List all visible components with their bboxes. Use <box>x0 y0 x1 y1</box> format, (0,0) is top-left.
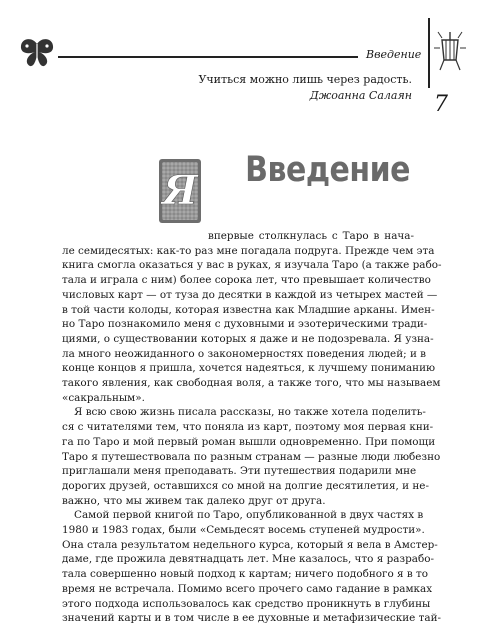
text-line: в той части колоды, которая известна как Младшие арканы. Имен- <box>62 303 435 316</box>
body-text <box>62 229 442 626</box>
text-line: такого явления, как свободная воля, а также того, что мы называем <box>62 377 441 390</box>
butterfly-icon <box>18 38 56 68</box>
dropcap-card <box>158 158 202 224</box>
text-line: тала совершенно новый подход к картам; ничего подобного я в то <box>62 568 429 581</box>
chapter-title: Введение <box>245 150 410 191</box>
epigraph-author: Джоанна Салаян <box>309 89 412 102</box>
text-line: важно, что мы живем так далеко друг от друга. <box>62 494 326 507</box>
text-line: но Таро познакомило меня с духовными и эзотерическими тради- <box>62 318 428 331</box>
epigraph-quote: Учиться можно лишь через радость. <box>198 73 412 86</box>
text-line: тала и играла с ним) более сорока лет, что превышает количество <box>62 274 431 287</box>
text-line: «сакральным». <box>62 391 145 404</box>
header-rule <box>58 56 358 58</box>
text-line: приглашали меня преподавать. Эти путешествия подарили мне <box>62 465 417 478</box>
text-line: Самой первой книгой по Таро, опубликованной в двух частях в <box>74 509 424 522</box>
text-line: 1980 и 1983 годах, были «Семьдесят восемь ступеней мудрости». <box>62 524 425 537</box>
text-line: этого подхода использовалось как средство проникнуть в глубины <box>62 597 431 610</box>
text-line: Таро я путешествовала по разным странам — разные люди любезно <box>62 450 441 463</box>
text-line: Я всю свою жизнь писала рассказы, но также хотела поделить- <box>74 406 426 419</box>
page-number: 7 <box>434 92 448 117</box>
text-line: циями, о существовании которых я даже и не подозревала. Я узна- <box>62 332 434 345</box>
running-header: Введение <box>366 48 422 61</box>
text-line: ся с читателями тем, что поняла из карт, поэтому моя первая кни- <box>62 421 434 434</box>
text-line: Она стала результатом недельного курса, который я вела в Амстер- <box>62 538 438 551</box>
text-line: даме, где прожила девятнадцать лет. Мне казалось, что я разрабо- <box>62 553 434 566</box>
text-line: числовых карт — от туза до десятки в каждой из четырех мастей — <box>62 288 438 301</box>
text-line: га по Таро и мой первый роман вышли одновременно. При помощи <box>62 435 436 448</box>
text-line: книга смогла оказаться у вас в руках, я изучала Таро (а также рабо- <box>62 259 442 272</box>
text-line: ла много неожиданного о закономерностях поведения людей; и в <box>62 347 427 360</box>
text-line: дорогих друзей, оставшихся со мной на долгие десятилетия, и не- <box>62 479 429 492</box>
text-line: значений карты и в том числе в ее духовные и метафизические тай- <box>62 612 442 625</box>
paragraphs <box>62 229 442 626</box>
text-line: ле семидесятых: как-то раз мне погадала подруга. Прежде чем эта <box>62 244 435 257</box>
text-line: конце концов я пришла, хочется надеяться, к лучшему пониманию <box>62 362 436 375</box>
lamp-icon <box>430 26 470 76</box>
text-line: время не встречала. Помимо всего прочего само гадание в рамках <box>62 582 433 595</box>
epigraph <box>198 72 412 104</box>
dropcap-letter: Я <box>162 167 198 214</box>
text-line: впервые столкнулась с Таро в нача- <box>208 230 414 242</box>
